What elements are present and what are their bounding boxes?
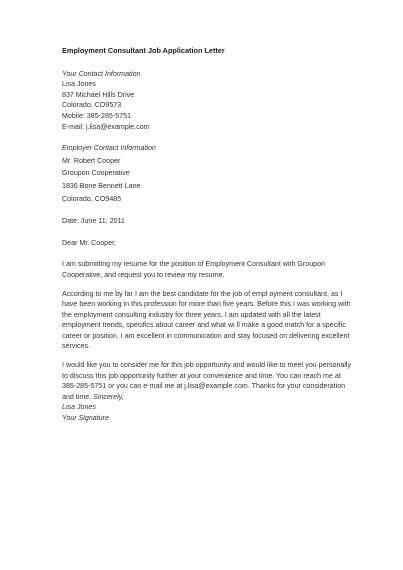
letter-date: Date: June 11, 2011 xyxy=(62,217,125,226)
paragraph-line: the employment consulting industry for three years. I am updated with all the latest xyxy=(62,310,321,319)
employer-heading: Employer Contact Information xyxy=(62,144,156,153)
closing-line xyxy=(62,392,347,403)
sender-name: Lisa Jones xyxy=(62,80,96,89)
paragraph-3 xyxy=(62,360,352,424)
letter-body xyxy=(62,46,352,432)
paragraph-line: Cooperative, and request you to review my resume. xyxy=(62,270,225,279)
paragraph-1 xyxy=(62,259,347,280)
paragraph-line: have been working in this profession for more than five years. Before this I was working with xyxy=(62,300,351,309)
sender-contact-block xyxy=(62,69,347,133)
document-title: Employment Consultant Job Application Letter xyxy=(62,46,225,55)
sender-city: Colorado, CO9573 xyxy=(62,101,122,110)
employer-street: 1836 Bone Bennett Lane xyxy=(62,181,141,190)
closing-name: Lisa Jones xyxy=(62,403,96,412)
paragraph-line: 385-285-5751 or you can e-mail me at j.lisa@example.com. Thanks for your consideration xyxy=(62,382,346,391)
paragraph-2 xyxy=(62,289,351,353)
paragraph-line: career or position. I am excellent in communication and stay focused on delivering excellent xyxy=(62,331,350,340)
employer-contact-block xyxy=(62,143,347,205)
employer-city: Colorado, CO9485 xyxy=(62,194,122,203)
employer-company: Groupon Cooperative xyxy=(62,169,130,178)
paragraph-line: employment trends, specifics about career and what wi ll make a good match for a specific xyxy=(62,321,346,330)
sender-street: 837 Michael Hills Drive xyxy=(62,90,135,99)
sender-mobile: Mobile: 385-285-5751 xyxy=(62,111,132,120)
employer-name: Mr. Robert Cooper xyxy=(62,156,121,165)
paragraph-line: According to me by far I am the best candidate for the job of empl oyment consultant, as I xyxy=(62,289,343,298)
paragraph-line: I am submitting my resume for the position of Employment Consultant with Groupon xyxy=(62,260,325,269)
sender-email: E-mail: j.lisa@example.com xyxy=(62,122,150,131)
closing-prefix: and time. xyxy=(62,392,94,401)
closing-sincerely: Sincerely, xyxy=(93,392,124,401)
sender-heading: Your Contact Information xyxy=(62,69,141,78)
salutation: Dear Mr. Cooper, xyxy=(62,238,117,247)
paragraph-line: services. xyxy=(62,342,90,351)
paragraph-line: to discuss this job opportunity further at your convenience and time. You can reach me at xyxy=(62,371,341,380)
closing-signature: Your Signature xyxy=(62,414,109,423)
paragraph-line: I would like you to consider me for this job opportunity and would like to meet you personally xyxy=(62,361,352,370)
